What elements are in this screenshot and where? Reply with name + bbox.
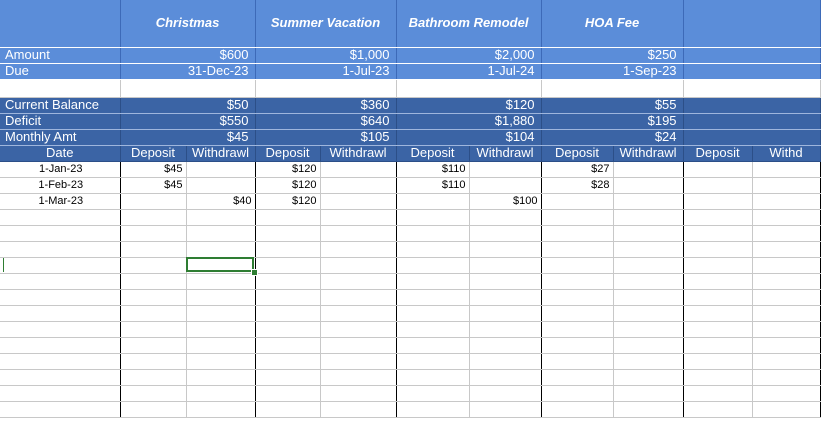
table-row [0, 321, 820, 337]
withdrawl-cell[interactable] [752, 177, 820, 193]
deposit-cell[interactable]: $28 [541, 177, 613, 193]
deposit-cell[interactable] [396, 241, 469, 257]
withdrawl-cell[interactable] [613, 401, 683, 417]
withdrawl-cell[interactable] [752, 273, 820, 289]
summary-value[interactable]: $2,000 [396, 47, 541, 63]
deposit-cell[interactable] [683, 385, 752, 401]
withdrawl-cell[interactable] [613, 289, 683, 305]
withdrawl-cell[interactable] [613, 353, 683, 369]
summary-value[interactable] [541, 79, 683, 97]
table-row [0, 161, 820, 177]
withdrawl-cell[interactable] [469, 321, 541, 337]
date-cell[interactable] [0, 321, 120, 337]
deposit-cell[interactable] [255, 273, 320, 289]
summary-value[interactable]: $550 [120, 113, 255, 129]
withdrawl-column-header[interactable]: Withdrawl [320, 145, 396, 161]
withdrawl-cell[interactable] [613, 273, 683, 289]
deposit-cell[interactable] [541, 353, 613, 369]
deposit-cell[interactable] [541, 321, 613, 337]
summary-value[interactable]: 1-Jul-24 [396, 63, 541, 79]
withdrawl-cell[interactable] [752, 337, 820, 353]
deposit-cell[interactable]: $120 [255, 193, 320, 209]
summary-value[interactable]: $24 [541, 129, 683, 145]
deposit-cell[interactable] [255, 337, 320, 353]
date-cell[interactable] [0, 257, 120, 273]
summary-value[interactable]: $1,000 [255, 47, 396, 63]
withdrawl-cell[interactable] [752, 161, 820, 177]
deposit-cell[interactable] [120, 241, 186, 257]
summary-value[interactable]: 1-Sep-23 [541, 63, 683, 79]
deposit-cell[interactable] [396, 321, 469, 337]
withdrawl-cell[interactable] [186, 337, 255, 353]
deposit-cell[interactable] [683, 225, 752, 241]
deposit-cell[interactable] [541, 289, 613, 305]
withdrawl-cell[interactable] [752, 321, 820, 337]
fill-handle[interactable] [251, 269, 258, 276]
withdrawl-cell[interactable] [469, 257, 541, 273]
withdrawl-cell[interactable] [320, 353, 396, 369]
withdrawl-cell[interactable] [186, 177, 255, 193]
deposit-cell[interactable] [396, 385, 469, 401]
deposit-cell[interactable] [120, 193, 186, 209]
deposit-cell[interactable] [120, 321, 186, 337]
deposit-column-header[interactable]: Deposit [255, 145, 320, 161]
deposit-cell[interactable] [120, 369, 186, 385]
deposit-cell[interactable] [255, 241, 320, 257]
deposit-cell[interactable] [255, 305, 320, 321]
withdrawl-cell[interactable] [469, 385, 541, 401]
withdrawl-cell[interactable] [320, 321, 396, 337]
withdrawl-cell[interactable] [752, 209, 820, 225]
withdrawl-cell[interactable] [186, 209, 255, 225]
withdrawl-cell[interactable] [320, 209, 396, 225]
withdrawl-cell[interactable] [613, 177, 683, 193]
withdrawl-cell[interactable] [320, 241, 396, 257]
summary-value-empty[interactable] [683, 97, 820, 113]
category-header[interactable]: Christmas [120, 0, 255, 47]
table-row [0, 369, 820, 385]
withdrawl-column-header[interactable]: Withdrawl [186, 145, 255, 161]
deposit-cell[interactable] [541, 193, 613, 209]
summary-label[interactable]: Current Balance [0, 97, 120, 113]
withdrawl-cell[interactable] [320, 193, 396, 209]
deposit-cell[interactable] [396, 289, 469, 305]
summary-value-empty[interactable] [683, 63, 820, 79]
date-cell[interactable] [0, 353, 120, 369]
withdrawl-cell[interactable] [752, 289, 820, 305]
withdrawl-cell[interactable] [186, 257, 255, 273]
deposit-cell[interactable] [683, 289, 752, 305]
deposit-cell[interactable] [120, 401, 186, 417]
deposit-cell[interactable] [541, 209, 613, 225]
withdrawl-cell[interactable] [320, 273, 396, 289]
summary-row [0, 97, 820, 113]
withdrawl-cell[interactable] [469, 241, 541, 257]
withdrawl-cell[interactable] [320, 225, 396, 241]
withdrawl-cell[interactable] [752, 305, 820, 321]
deposit-cell[interactable] [541, 369, 613, 385]
deposit-cell[interactable] [541, 305, 613, 321]
deposit-cell[interactable] [120, 385, 186, 401]
withdrawl-cell[interactable] [752, 401, 820, 417]
withdrawl-cell[interactable] [752, 241, 820, 257]
deposit-cell[interactable] [396, 337, 469, 353]
withdrawl-cell[interactable] [186, 369, 255, 385]
withdrawl-cell[interactable] [613, 225, 683, 241]
summary-value[interactable]: 31-Dec-23 [120, 63, 255, 79]
withdrawl-cell[interactable] [613, 209, 683, 225]
table-row [0, 337, 820, 353]
summary-row [0, 47, 820, 63]
withdrawl-column-header[interactable]: Withd [752, 145, 820, 161]
summary-value[interactable]: $250 [541, 47, 683, 63]
withdrawl-cell[interactable] [752, 369, 820, 385]
withdrawl-cell[interactable] [320, 337, 396, 353]
withdrawl-cell[interactable]: $100 [469, 193, 541, 209]
deposit-cell[interactable] [683, 161, 752, 177]
deposit-cell[interactable]: $27 [541, 161, 613, 177]
withdrawl-cell[interactable] [320, 289, 396, 305]
deposit-cell[interactable] [255, 321, 320, 337]
withdrawl-cell[interactable] [469, 305, 541, 321]
withdrawl-cell[interactable] [320, 161, 396, 177]
table-row [0, 209, 820, 225]
deposit-cell[interactable] [683, 353, 752, 369]
deposit-cell[interactable] [396, 225, 469, 241]
category-header-empty[interactable] [683, 0, 820, 47]
withdrawl-column-header[interactable]: Withdrawl [613, 145, 683, 161]
summary-value-empty[interactable] [683, 79, 820, 97]
summary-row [0, 79, 820, 97]
withdrawl-cell[interactable] [469, 177, 541, 193]
withdrawl-cell[interactable] [613, 337, 683, 353]
deposit-cell[interactable] [120, 337, 186, 353]
table-row [0, 305, 820, 321]
deposit-cell[interactable] [396, 401, 469, 417]
deposit-cell[interactable]: $45 [120, 161, 186, 177]
withdrawl-cell[interactable] [320, 385, 396, 401]
withdrawl-cell[interactable] [186, 161, 255, 177]
summary-value[interactable]: $55 [541, 97, 683, 113]
withdrawl-cell[interactable] [469, 209, 541, 225]
summary-value-empty[interactable] [683, 129, 820, 145]
deposit-cell[interactable] [120, 305, 186, 321]
summary-row [0, 129, 820, 145]
summary-value[interactable]: $195 [541, 113, 683, 129]
deposit-cell[interactable] [541, 241, 613, 257]
summary-row [0, 63, 820, 79]
table-row [0, 273, 820, 289]
withdrawl-cell[interactable] [752, 353, 820, 369]
deposit-cell[interactable] [683, 369, 752, 385]
withdrawl-cell[interactable] [752, 225, 820, 241]
deposit-column-header[interactable]: Deposit [683, 145, 752, 161]
table-row [0, 401, 820, 417]
summary-value[interactable] [255, 79, 396, 97]
active-row-indicator [3, 258, 4, 272]
deposit-cell[interactable] [683, 257, 752, 273]
withdrawl-cell[interactable] [752, 385, 820, 401]
deposit-column-header[interactable]: Deposit [120, 145, 186, 161]
deposit-cell[interactable] [396, 353, 469, 369]
deposit-cell[interactable]: $110 [396, 177, 469, 193]
deposit-cell[interactable]: $110 [396, 161, 469, 177]
table-row [0, 289, 820, 305]
summary-value-empty[interactable] [683, 113, 820, 129]
summary-value[interactable]: $640 [255, 113, 396, 129]
summary-label[interactable]: Deficit [0, 113, 120, 129]
date-cell[interactable] [0, 337, 120, 353]
deposit-cell[interactable] [396, 305, 469, 321]
withdrawl-cell[interactable] [320, 257, 396, 273]
withdrawl-cell[interactable] [186, 385, 255, 401]
date-cell[interactable]: 1-Mar-23 [0, 193, 120, 209]
deposit-column-header[interactable]: Deposit [541, 145, 613, 161]
summary-value[interactable]: 1-Jul-23 [255, 63, 396, 79]
withdrawl-cell[interactable] [469, 353, 541, 369]
deposit-cell[interactable] [541, 401, 613, 417]
deposit-cell[interactable] [255, 257, 320, 273]
withdrawl-cell[interactable] [613, 257, 683, 273]
deposit-cell[interactable] [683, 193, 752, 209]
withdrawl-cell[interactable] [320, 401, 396, 417]
summary-value[interactable]: $50 [120, 97, 255, 113]
deposit-cell[interactable] [541, 385, 613, 401]
category-header-row [0, 0, 820, 47]
deposit-cell[interactable]: $45 [120, 177, 186, 193]
table-row [0, 193, 820, 209]
deposit-cell[interactable] [120, 289, 186, 305]
deposit-cell[interactable] [683, 321, 752, 337]
deposit-cell[interactable] [541, 337, 613, 353]
deposit-cell[interactable] [255, 353, 320, 369]
summary-value[interactable]: $600 [120, 47, 255, 63]
deposit-cell[interactable]: $120 [255, 161, 320, 177]
withdrawl-cell[interactable] [469, 369, 541, 385]
date-cell[interactable] [0, 305, 120, 321]
deposit-cell[interactable] [683, 401, 752, 417]
deposit-cell[interactable] [120, 353, 186, 369]
table-row [0, 241, 820, 257]
withdrawl-cell[interactable] [186, 273, 255, 289]
withdrawl-cell[interactable] [469, 225, 541, 241]
date-cell[interactable] [0, 289, 120, 305]
date-column-header[interactable]: Date [0, 145, 120, 161]
deposit-cell[interactable] [396, 273, 469, 289]
summary-label[interactable]: Monthly Amt [0, 129, 120, 145]
deposit-cell[interactable] [396, 193, 469, 209]
deposit-cell[interactable] [255, 225, 320, 241]
withdrawl-cell[interactable] [186, 321, 255, 337]
withdrawl-cell[interactable] [186, 289, 255, 305]
withdrawl-cell[interactable] [752, 257, 820, 273]
withdrawl-cell[interactable] [186, 353, 255, 369]
summary-label[interactable]: Amount [0, 47, 120, 63]
summary-value[interactable] [120, 79, 255, 97]
deposit-cell[interactable] [683, 177, 752, 193]
corner-cell[interactable] [0, 0, 120, 47]
table-row [0, 257, 820, 273]
withdrawl-column-header[interactable]: Withdrawl [469, 145, 541, 161]
date-cell[interactable] [0, 225, 120, 241]
category-header[interactable]: Summer Vacation [255, 0, 396, 47]
deposit-cell[interactable] [255, 369, 320, 385]
summary-value[interactable]: $45 [120, 129, 255, 145]
summary-value[interactable] [396, 79, 541, 97]
deposit-cell[interactable] [120, 209, 186, 225]
withdrawl-cell[interactable] [613, 305, 683, 321]
deposit-cell[interactable] [396, 257, 469, 273]
date-cell[interactable]: 1-Feb-23 [0, 177, 120, 193]
table-row [0, 225, 820, 241]
deposit-cell[interactable] [683, 337, 752, 353]
deposit-column-header[interactable]: Deposit [396, 145, 469, 161]
withdrawl-cell[interactable] [469, 401, 541, 417]
withdrawl-cell[interactable] [469, 161, 541, 177]
withdrawl-cell[interactable] [320, 369, 396, 385]
withdrawl-cell[interactable] [320, 305, 396, 321]
deposit-cell[interactable] [541, 273, 613, 289]
withdrawl-cell[interactable] [469, 289, 541, 305]
summary-value[interactable]: $104 [396, 129, 541, 145]
deposit-cell[interactable] [396, 369, 469, 385]
summary-label[interactable] [0, 79, 120, 97]
deposit-cell[interactable] [396, 209, 469, 225]
summary-value-empty[interactable] [683, 47, 820, 63]
table-row [0, 353, 820, 369]
withdrawl-cell[interactable] [320, 177, 396, 193]
deposit-cell[interactable] [683, 209, 752, 225]
deposit-cell[interactable] [683, 273, 752, 289]
withdrawl-cell[interactable] [752, 193, 820, 209]
withdrawl-cell[interactable] [613, 193, 683, 209]
date-cell[interactable] [0, 401, 120, 417]
date-cell[interactable] [0, 385, 120, 401]
withdrawl-cell[interactable] [613, 369, 683, 385]
column-header-row [0, 145, 820, 161]
deposit-cell[interactable] [541, 257, 613, 273]
category-header[interactable]: Bathroom Remodel [396, 0, 541, 47]
summary-row [0, 113, 820, 129]
date-cell[interactable] [0, 241, 120, 257]
deposit-cell[interactable] [683, 241, 752, 257]
withdrawl-cell[interactable] [613, 321, 683, 337]
date-cell[interactable]: 1-Jan-23 [0, 161, 120, 177]
deposit-cell[interactable] [255, 401, 320, 417]
deposit-cell[interactable] [683, 305, 752, 321]
deposit-cell[interactable]: $120 [255, 177, 320, 193]
summary-label[interactable]: Due [0, 63, 120, 79]
date-cell[interactable] [0, 273, 120, 289]
table-row [0, 385, 820, 401]
withdrawl-cell[interactable]: $40 [186, 193, 255, 209]
deposit-cell[interactable] [541, 225, 613, 241]
withdrawl-cell[interactable] [186, 401, 255, 417]
withdrawl-cell[interactable] [469, 273, 541, 289]
withdrawl-cell[interactable] [186, 305, 255, 321]
category-header[interactable]: HOA Fee [541, 0, 683, 47]
withdrawl-cell[interactable] [186, 241, 255, 257]
summary-value[interactable]: $105 [255, 129, 396, 145]
summary-value[interactable]: $120 [396, 97, 541, 113]
deposit-cell[interactable] [255, 209, 320, 225]
withdrawl-cell[interactable] [613, 161, 683, 177]
withdrawl-cell[interactable] [613, 241, 683, 257]
deposit-cell[interactable] [255, 289, 320, 305]
withdrawl-cell[interactable] [186, 225, 255, 241]
summary-value[interactable]: $360 [255, 97, 396, 113]
withdrawl-cell[interactable] [613, 385, 683, 401]
withdrawl-cell[interactable] [469, 337, 541, 353]
deposit-cell[interactable] [120, 273, 186, 289]
date-cell[interactable] [0, 209, 120, 225]
deposit-cell[interactable] [120, 257, 186, 273]
summary-value[interactable]: $1,880 [396, 113, 541, 129]
deposit-cell[interactable] [255, 385, 320, 401]
deposit-cell[interactable] [120, 225, 186, 241]
table-row [0, 177, 820, 193]
date-cell[interactable] [0, 369, 120, 385]
